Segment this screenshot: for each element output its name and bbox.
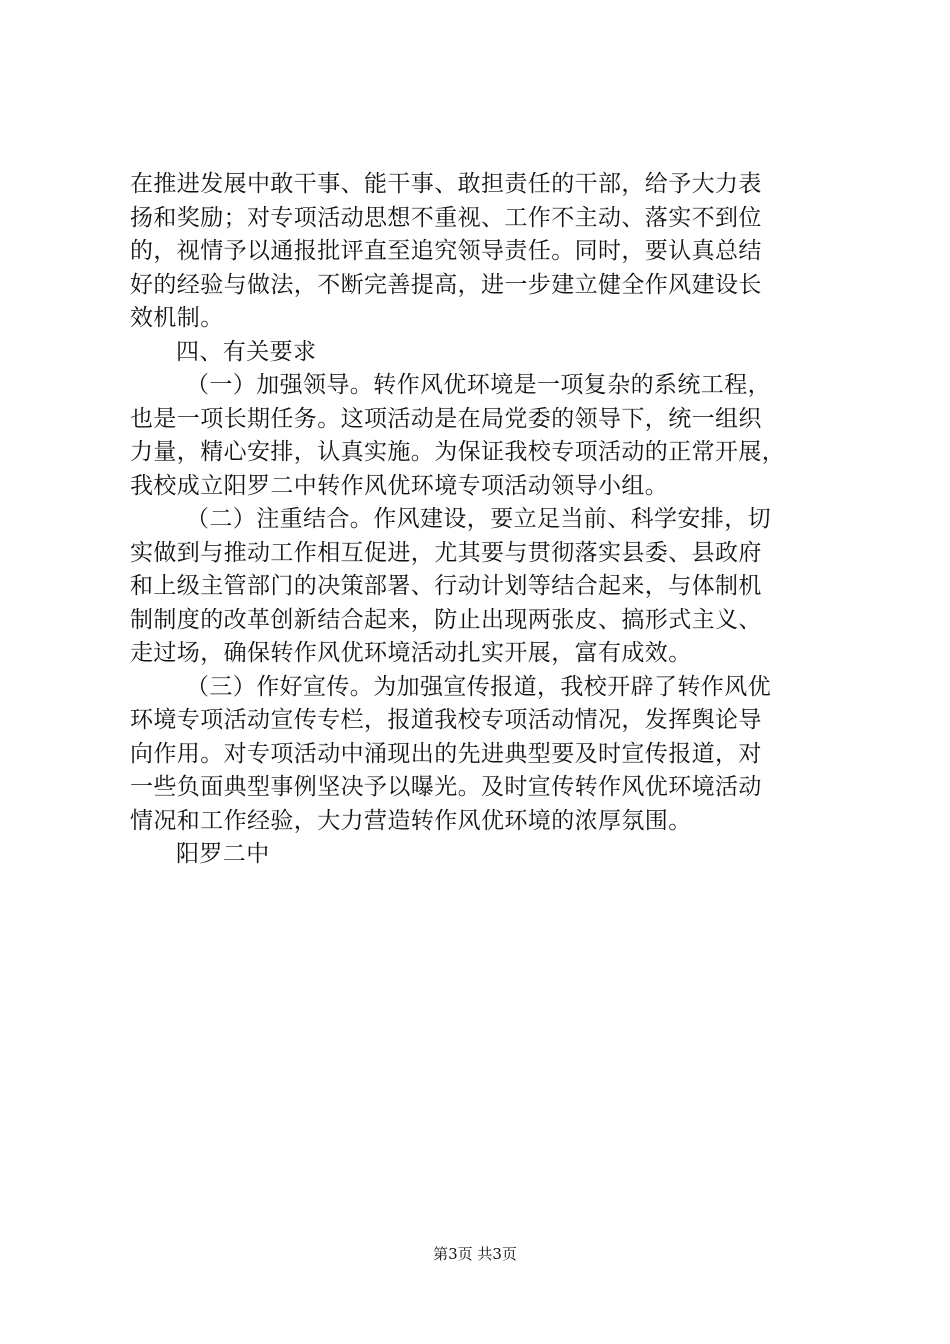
body-line: 也是一项长期任务。这项活动是在局党委的领导下，统一组织	[130, 405, 762, 432]
body-line: 的，视情予以通报批评直至追究领导责任。同时，要认真总结	[130, 238, 762, 264]
body-line: 效机制。	[130, 305, 224, 331]
body-line: （一）加强领导。转作风优环境是一项复杂的系统工程，	[186, 372, 771, 398]
body-line: 一些负面典型事例坚决予以曝光。及时宣传转作风优环境活动	[130, 774, 762, 800]
body-line: 情况和工作经验，大力营造转作风优环境的浓厚氛围。	[130, 807, 692, 834]
body-line: （二）注重结合。作风建设，要立足当前、科学安排，切	[186, 506, 771, 532]
body-line: 力量，精心安排，认真实施。为保证我校专项活动的正常开展，	[130, 439, 786, 465]
section-heading: 四、有关要求	[176, 338, 317, 365]
body-line: 扬和奖励；对专项活动思想不重视、工作不主动、落实不到位	[130, 204, 762, 231]
body-line: 环境专项活动宣传专栏，报道我校专项活动情况，发挥舆论导	[130, 707, 762, 733]
signature-line: 阳罗二中	[176, 841, 270, 867]
page-number: 第3页 共3页	[433, 1245, 517, 1263]
document-body	[130, 168, 830, 872]
body-line: 我校成立阳罗二中转作风优环境专项活动领导小组。	[130, 472, 669, 499]
page-footer	[0, 1244, 950, 1264]
body-line: 向作用。对专项活动中涌现出的先进典型要及时宣传报道，对	[130, 740, 762, 767]
body-line: 好的经验与做法，不断完善提高，进一步建立健全作风建设长	[130, 271, 762, 298]
body-line: 和上级主管部门的决策部署、行动计划等结合起来，与体制机	[130, 573, 762, 599]
body-line: 走过场，确保转作风优环境活动扎实开展，富有成效。	[130, 640, 692, 666]
body-line: 实做到与推动工作相互促进，尤其要与贯彻落实县委、县政府	[130, 539, 762, 566]
body-line: 制制度的改革创新结合起来，防止出现两张皮、搞形式主义、	[130, 606, 762, 633]
body-line: （三）作好宣传。为加强宣传报道，我校开辟了转作风优	[186, 673, 771, 700]
body-line: 在推进发展中敢干事、能干事、敢担责任的干部，给予大力表	[130, 171, 762, 197]
